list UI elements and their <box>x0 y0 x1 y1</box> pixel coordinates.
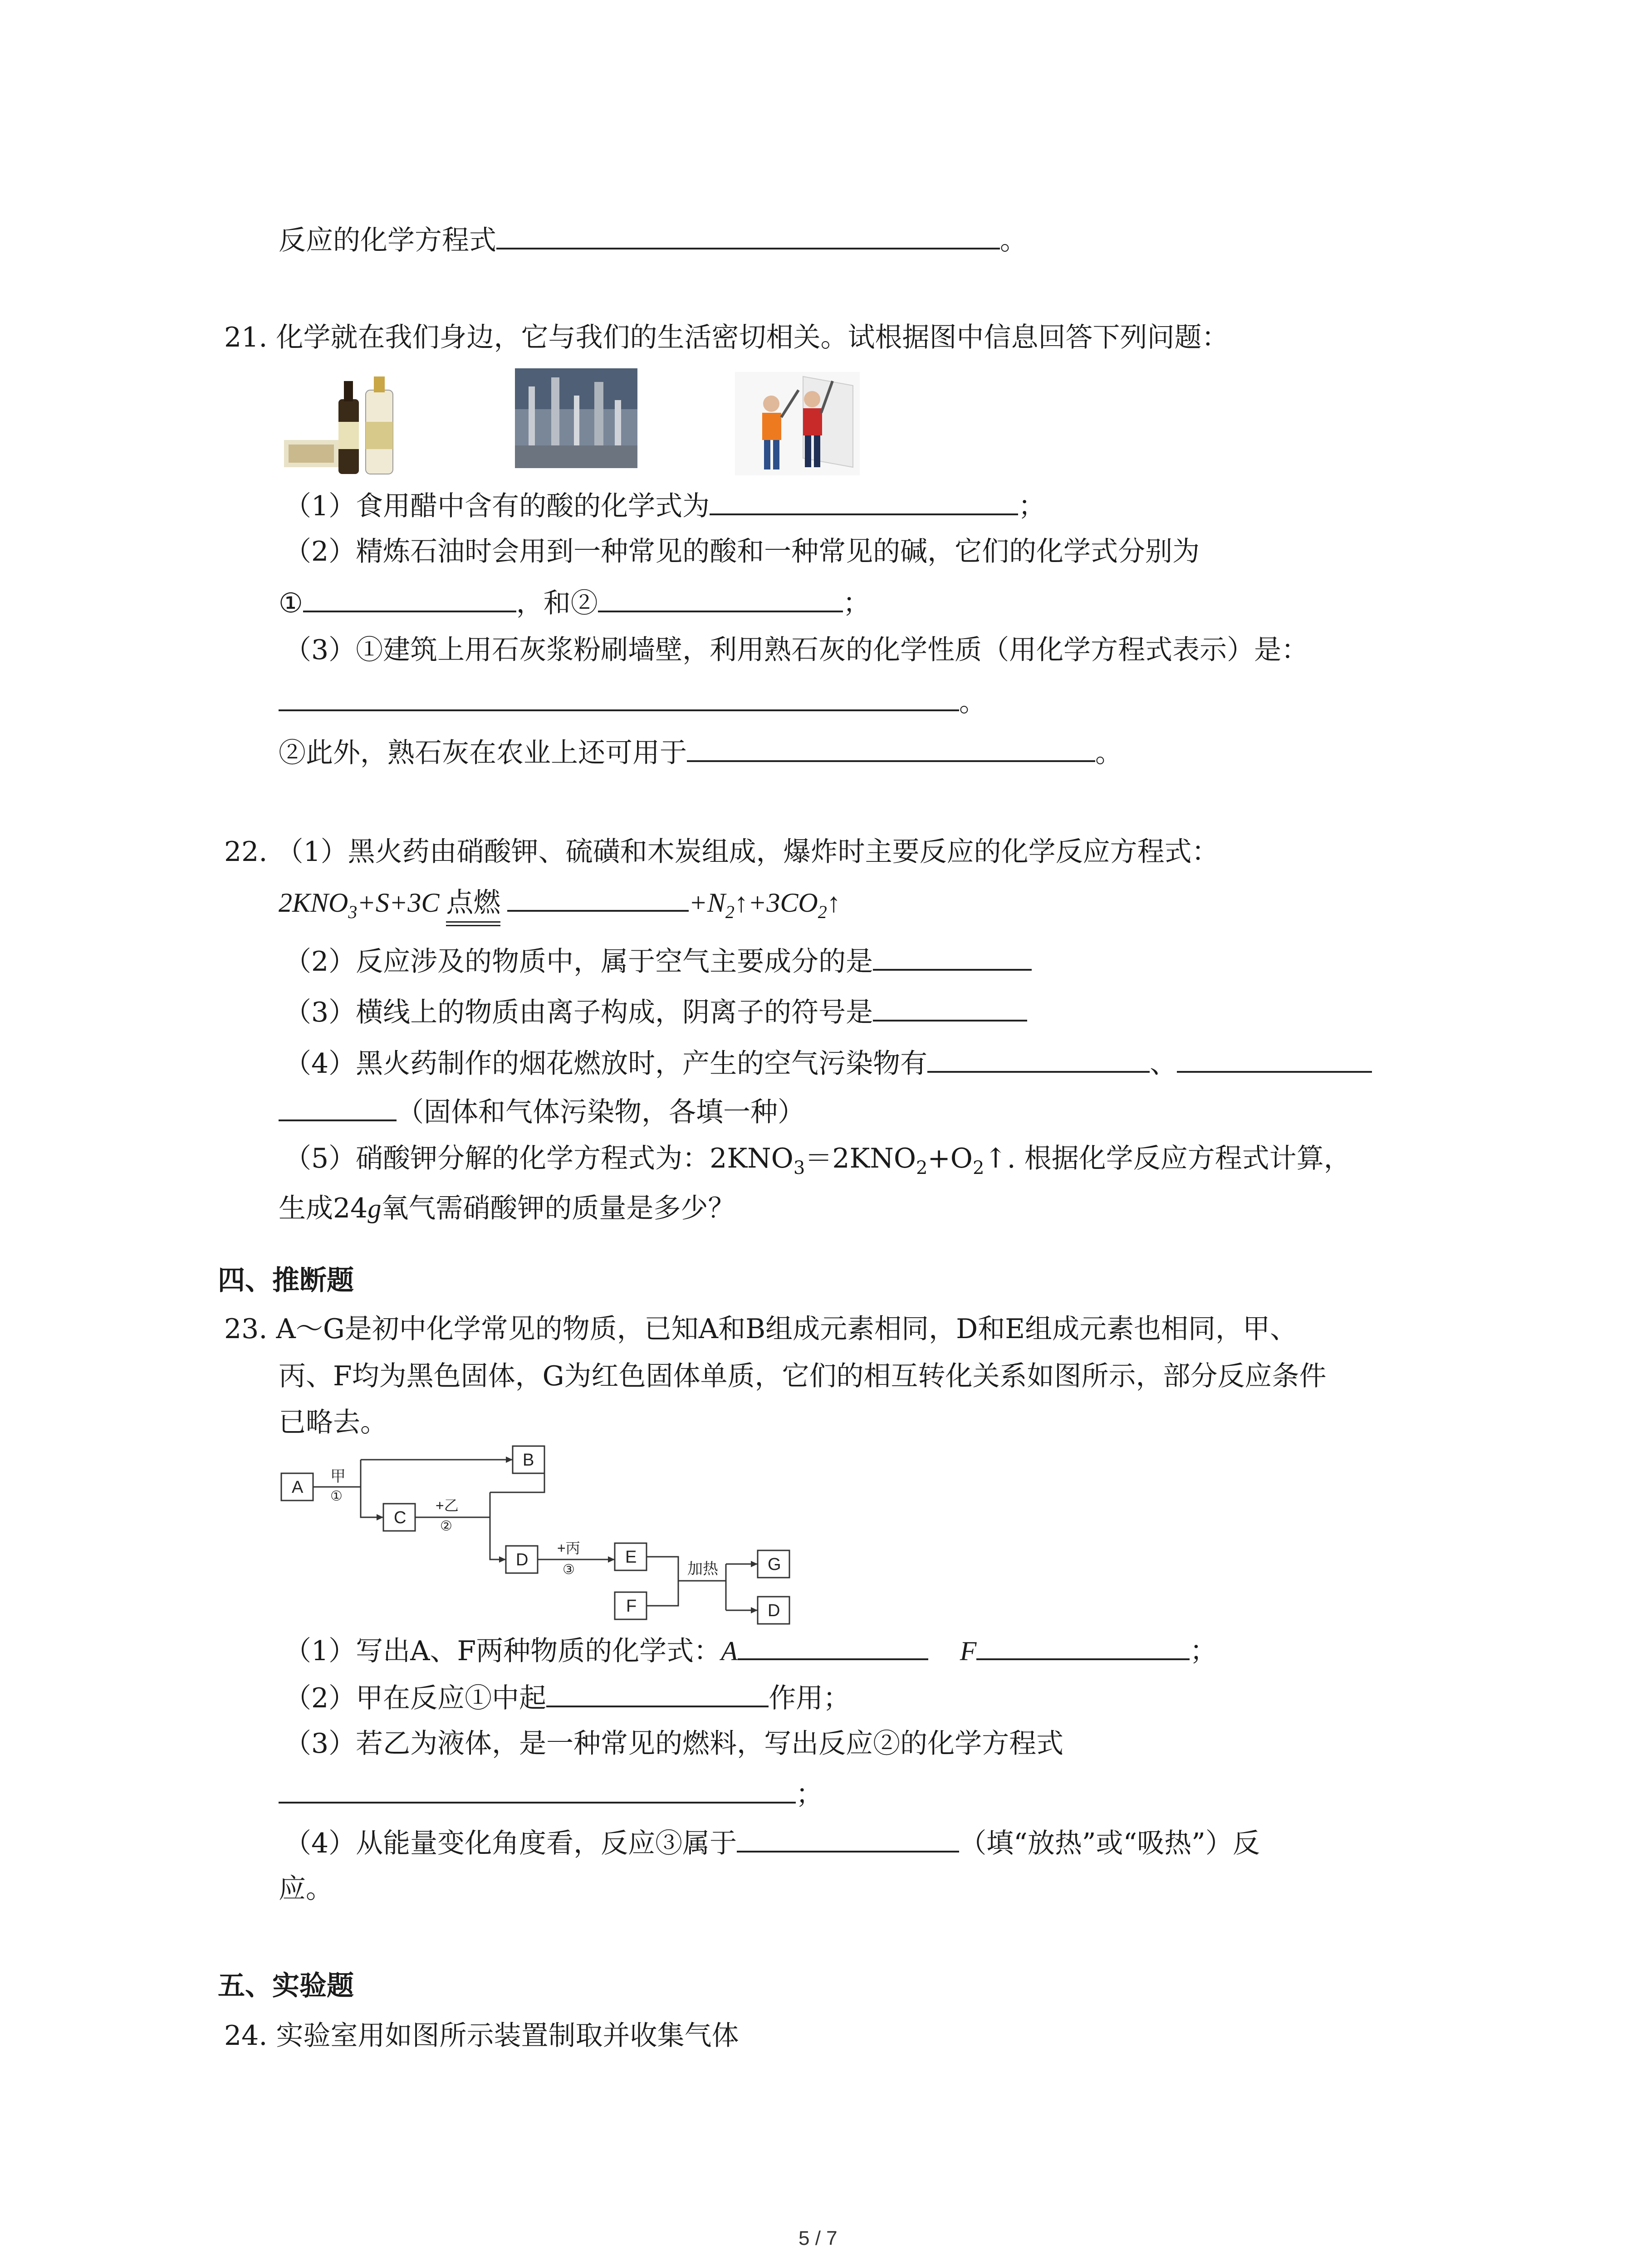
label-reaction-1: ① <box>330 1489 343 1504</box>
answer-blank[interactable] <box>737 1825 959 1853</box>
label-reactant-bing: +丙 <box>557 1540 580 1556</box>
label-heating: 加热 <box>687 1560 718 1578</box>
q23-part3-answer: ； <box>279 1776 823 1812</box>
label-E: E <box>625 1548 637 1567</box>
q23-line2: 丙、F均为黑色固体，G为红色固体单质，它们的相互转化关系如图所示，部分反应条件 <box>279 1360 1327 1392</box>
label-reaction-3: ③ <box>563 1562 575 1577</box>
q21-part1: （1）食用醋中含有的酸的化学式为 ； <box>284 488 1045 523</box>
answer-blank[interactable] <box>976 1633 1190 1660</box>
q22-equation: $2KNO_3+S+3C$ 点燃 $+N_2↑+3CO_2↑$ <box>279 885 841 929</box>
answer-blank[interactable] <box>279 1094 397 1121</box>
vinegar-bottles-image <box>284 372 407 476</box>
q23-part3: （3）若乙为液体，是一种常见的燃料，写出反应②的化学方程式 <box>284 1728 1064 1760</box>
answer-blank[interactable] <box>507 885 689 912</box>
answer-blank[interactable] <box>873 994 1027 1022</box>
answer-blank[interactable] <box>496 222 1000 249</box>
q21-stem: 21. 化学就在我们身边，它与我们的生活密切相关。试根据图中信息回答下列问题： <box>224 322 1229 353</box>
label-reactant-yi: +乙 <box>436 1497 459 1514</box>
q22-part3: （3）横线上的物质由离子构成，阴离子的符号是 <box>284 994 1027 1030</box>
oil-refinery-image <box>515 368 637 468</box>
label-F: F <box>626 1597 637 1616</box>
label-G: G <box>768 1555 781 1574</box>
reaction-condition: 点燃 <box>446 885 500 920</box>
page-number: 5 / 7 <box>798 2227 838 2249</box>
label-C: C <box>394 1508 407 1527</box>
answer-blank[interactable] <box>710 488 1018 515</box>
answer-blank[interactable] <box>279 684 959 711</box>
answer-blank[interactable] <box>279 1776 796 1804</box>
q23-part4b: 应。 <box>279 1873 333 1905</box>
q22-part5: （5）硝酸钾分解的化学方程式为：$2KNO_3=2KNO_2+O_2↑$. 根据化学反应方程式计算， <box>284 1143 1351 1178</box>
answer-blank[interactable] <box>303 585 516 612</box>
label-B: B <box>523 1451 534 1470</box>
q22-part5b: 生成24g氧气需硝酸钾的质量是多少？ <box>279 1193 735 1224</box>
q22-stem: 22. （1）黑火药由硝酸钾、硫磺和木炭组成，爆炸时主要反应的化学反应方程式： <box>224 836 1219 868</box>
answer-blank[interactable] <box>1177 1046 1372 1073</box>
label-D2: D <box>768 1601 780 1620</box>
q21-part3: （3）①建筑上用石灰浆粉刷墙壁，利用熟石灰的化学性质（用化学方程式表示）是： <box>284 634 1309 666</box>
answer-blank[interactable] <box>598 585 843 612</box>
q23-part2: （2）甲在反应①中起 作用； <box>284 1680 850 1716</box>
q21-part2-answers: ① ，和② ； <box>279 585 870 621</box>
section-heading-4: 四、推断题 <box>218 1265 354 1296</box>
answer-blank[interactable] <box>687 735 1095 762</box>
q24-stem: 24. 实验室用如图所示装置制取并收集气体 <box>224 2020 739 2052</box>
q21-part3b: ②此外，熟石灰在农业上还可用于 。 <box>279 735 1122 770</box>
q21-part2: （2）精炼石油时会用到一种常见的酸和一种常见的碱，它们的化学式分别为 <box>284 536 1200 567</box>
label-A: A <box>292 1478 304 1497</box>
q22-part2: （2）反应涉及的物质中，属于空气主要成分的是 <box>284 943 1032 979</box>
q21-part3-answer: 。 <box>279 684 986 719</box>
q20-tail: 反应的化学方程式 。 <box>279 222 1027 258</box>
q23-line3: 已略去。 <box>279 1407 387 1438</box>
label-reaction-2: ② <box>440 1519 452 1534</box>
q22-part4b: （固体和气体污染物，各填一种） <box>279 1094 805 1129</box>
label-D: D <box>516 1550 529 1569</box>
q22-part4: （4）黑火药制作的烟花燃放时，产生的空气污染物有 、 <box>284 1046 1372 1081</box>
painting-wall-image <box>735 372 860 475</box>
q23-part1: （1）写出A、F两种物质的化学式：A F ； <box>284 1633 1217 1668</box>
conversion-diagram <box>277 1442 812 1633</box>
section-heading-5: 五、实验题 <box>218 1970 354 2002</box>
answer-blank[interactable] <box>546 1680 769 1707</box>
q23-line1: 23. A～G是初中化学常见的物质，已知A和B组成元素相同，D和E组成元素也相同，甲、 <box>224 1313 1298 1345</box>
answer-blank[interactable] <box>873 943 1032 971</box>
label-reactant-jia: 甲 <box>330 1468 346 1485</box>
q23-part4: （4）从能量变化角度看，反应③属于 （填“放热”或“吸热”）反 <box>284 1825 1260 1861</box>
answer-blank[interactable] <box>927 1046 1150 1073</box>
answer-blank[interactable] <box>738 1633 928 1660</box>
